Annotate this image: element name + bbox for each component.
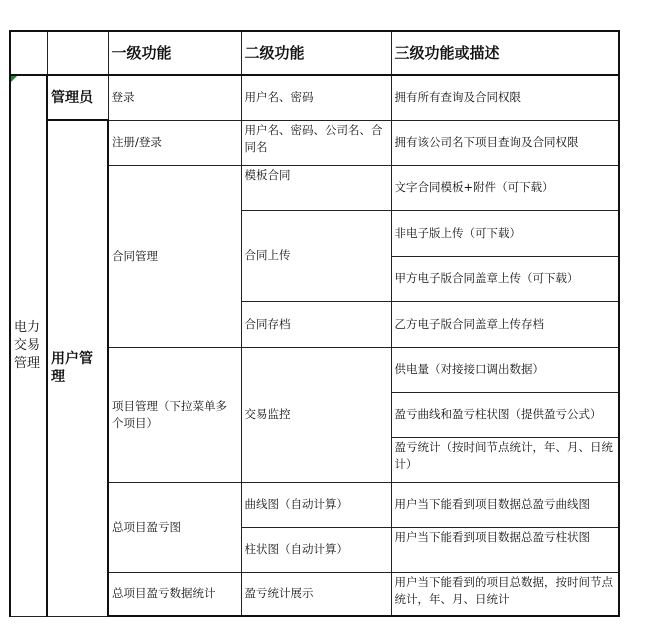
- project-item-cell[interactable]: 盈亏统计（按时间节点统计，年、月、日统计）: [391, 437, 619, 482]
- archive-level2-cell[interactable]: 合同存档: [241, 301, 391, 347]
- admin-role-cell[interactable]: 管理员: [47, 75, 108, 120]
- header-level1[interactable]: 一级功能: [108, 31, 241, 75]
- header-row: [10, 31, 619, 75]
- register-level3-cell[interactable]: 拥有该公司名下项目查询及合同权限: [391, 120, 619, 165]
- project-level2-cell[interactable]: 交易监控: [241, 347, 391, 482]
- spreadsheet-region: [9, 30, 620, 617]
- bar-level2-cell[interactable]: 柱状图（自动计算）: [241, 527, 391, 572]
- curve-level3-cell[interactable]: 用户当下能看到项目数据总盈亏曲线图: [391, 482, 619, 527]
- total-stats-level3-cell[interactable]: 用户当下能看到的项目总数据，按时间节点统计，年、月、日统计: [391, 572, 619, 616]
- total-stats-level1-cell[interactable]: 总项目盈亏数据统计: [108, 572, 241, 616]
- admin-level1-cell[interactable]: 登录: [108, 75, 241, 120]
- register-level2-cell[interactable]: 用户名、密码、公司名、合同名: [241, 120, 391, 165]
- total-chart-level1-cell[interactable]: 总项目盈亏图: [108, 482, 241, 572]
- header-empty-cell[interactable]: [10, 31, 47, 75]
- template-level2-cell[interactable]: 模板合同: [241, 165, 391, 210]
- project-item-cell[interactable]: 供电量（对接接口调出数据）: [391, 347, 619, 392]
- archive-level3-cell[interactable]: 乙方电子版合同盖章上传存档: [391, 301, 619, 347]
- total-stats-level2-cell[interactable]: 盈亏统计展示: [241, 572, 391, 616]
- table-row: [10, 120, 619, 165]
- project-item-cell[interactable]: 盈亏曲线和盈亏柱状图（提供盈亏公式）: [391, 392, 619, 437]
- user-role-cell[interactable]: 用户管理: [47, 120, 108, 616]
- contract-level1-cell[interactable]: 合同管理: [108, 165, 241, 347]
- category-label: 电力交易管理: [14, 319, 41, 371]
- table-row: [10, 75, 619, 120]
- bar-level3-cell[interactable]: 用户当下能看到项目数据总盈亏柱状图: [391, 527, 619, 572]
- template-level3-cell[interactable]: 文字合同模板+附件（可下载）: [391, 165, 619, 210]
- register-level1-cell[interactable]: 注册/登录: [108, 120, 241, 165]
- header-empty-cell-2[interactable]: [47, 31, 108, 75]
- upload-level2-cell[interactable]: 合同上传: [241, 210, 391, 301]
- upload-item-cell[interactable]: 甲方电子版合同盖章上传（可下载）: [391, 256, 619, 301]
- curve-level2-cell[interactable]: 曲线图（自动计算）: [241, 482, 391, 527]
- admin-level2-cell[interactable]: 用户名、密码: [241, 75, 391, 120]
- project-level1-cell[interactable]: 项目管理（下拉菜单多个项目）: [108, 347, 241, 482]
- upload-item-cell[interactable]: 非电子版上传（可下载）: [391, 210, 619, 256]
- header-level3[interactable]: 三级功能或描述: [391, 31, 619, 75]
- header-level2[interactable]: 二级功能: [241, 31, 391, 75]
- category-cell[interactable]: [10, 75, 47, 616]
- admin-level3-cell[interactable]: 拥有所有查询及合同权限: [391, 75, 619, 120]
- function-table: [9, 30, 620, 617]
- comment-marker-icon: [11, 76, 17, 82]
